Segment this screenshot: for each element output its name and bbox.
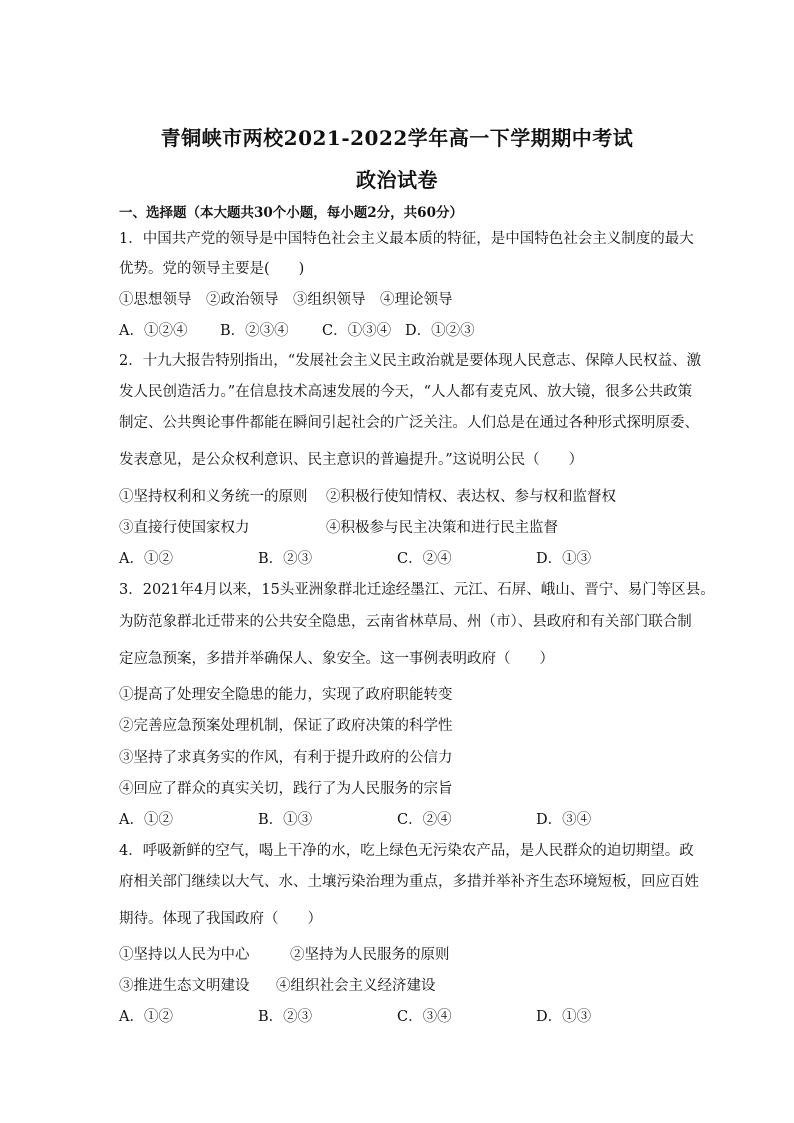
exam-subtitle: 政治试卷 [356,168,438,192]
question-1-choice-a: A．①②④ [119,323,188,339]
question-3-choice-c: C．②④ [397,812,452,828]
exam-title: 青铜峡市两校2021-2022学年高一下学期期中考试 [160,126,634,150]
question-1-choice-d: D．①②③ [405,323,475,339]
question-4-stem-line-3: 期待。体现了我国政府（ ） [119,911,322,927]
question-3-choice-b: B．①③ [258,812,313,828]
question-2-item-4: ④积极参与民主决策和进行民主监督 [326,520,558,536]
question-4-choice-b: B．②③ [258,1009,313,1025]
question-2-choice-d: D．①③ [536,551,592,567]
question-1-stem-line-2: 优势。党的领导主要是( ) [119,261,305,277]
question-4-choice-d: D．①③ [536,1009,592,1025]
question-3-item-1: ①提高了处理安全隐患的能力，实现了政府职能转变 [119,687,453,703]
question-2-choice-c: C．②④ [397,551,452,567]
question-3-choice-d: D．③④ [536,812,592,828]
question-4-choice-c: C．③④ [397,1009,452,1025]
question-4-item-2: ②坚持为人民服务的原则 [290,947,450,963]
question-2-choice-b: B．②③ [258,551,313,567]
question-3-choice-a: A．①② [119,812,173,828]
question-2-stem-line-2: 发人民创造活力。”在信息技术高速发展的今天，“人人都有麦克风、放大镜，很多公共政策 [119,384,693,400]
section-heading: 一、选择题（本大题共30个小题，每小题2分，共60分） [119,205,463,221]
question-2-choice-a: A．①② [119,551,173,567]
question-4-item-3: ③推进生态文明建设 [119,978,250,994]
question-1-items: ①思想领导 ②政治领导 ③组织领导 ④理论领导 [119,292,453,308]
question-1-choice-c: C．①③④ [322,323,392,339]
question-3-stem-line-2: 为防范象群北迁带来的公共安全隐患，云南省林草局、州（市）、县政府和有关部门联合制 [119,614,692,630]
question-4-stem-line-2: 府相关部门继续以大气、水、土壤污染治理为重点，多措并举补齐生态环境短板，回应百姓 [119,874,699,890]
question-2-stem-line-4: 发表意见，是公众权利意识、民主意识的普遍提升。”这说明公民（ ） [119,452,584,468]
question-2-item-1: ①坚持权利和义务统一的原则 [119,489,308,505]
question-4-item-4: ④组织社会主义经济建设 [276,978,436,994]
question-1-choice-b: B．②③④ [220,323,289,339]
question-2-stem-line-1: 2．十九大报告特别指出，“发展社会主义民主政治就是要体现人民意志、保障人民权益、激 [119,353,702,369]
question-1-stem-line-1: 1．中国共产党的领导是中国特色社会主义最本质的特征，是中国特色社会主义制度的最大 [119,231,694,247]
question-2-stem-line-3: 制定、公共舆论事件都能在瞬间引起社会的广泛关注。人们总是在通过各种形式探明原委、 [119,415,699,431]
question-2-item-2: ②积极行使知情权、表达权、参与权和监督权 [326,489,616,505]
question-2-item-3: ③直接行使国家权力 [119,520,250,536]
question-3-item-4: ④回应了群众的真实关切，践行了为人民服务的宗旨 [119,781,453,797]
question-3-item-2: ②完善应急预案处理机制，保证了政府决策的科学性 [119,718,453,734]
question-3-stem-line-1: 3．2021年4月以来，15头亚洲象群北迁途经墨江、元江、石屏、峨山、晋宁、易门等区县。 [119,582,715,598]
question-3-stem-line-3: 定应急预案，多措并举确保人、象安全。这一事例表明政府（ ） [119,651,554,667]
question-4-choice-a: A．①② [119,1009,173,1025]
question-3-item-3: ③坚持了求真务实的作风，有利于提升政府的公信力 [119,750,453,766]
question-4-item-1: ①坚持以人民为中心 [119,947,250,963]
question-4-stem-line-1: 4．呼吸新鲜的空气，喝上干净的水，吃上绿色无污染农产品，是人民群众的迫切期望。政 [119,843,694,859]
